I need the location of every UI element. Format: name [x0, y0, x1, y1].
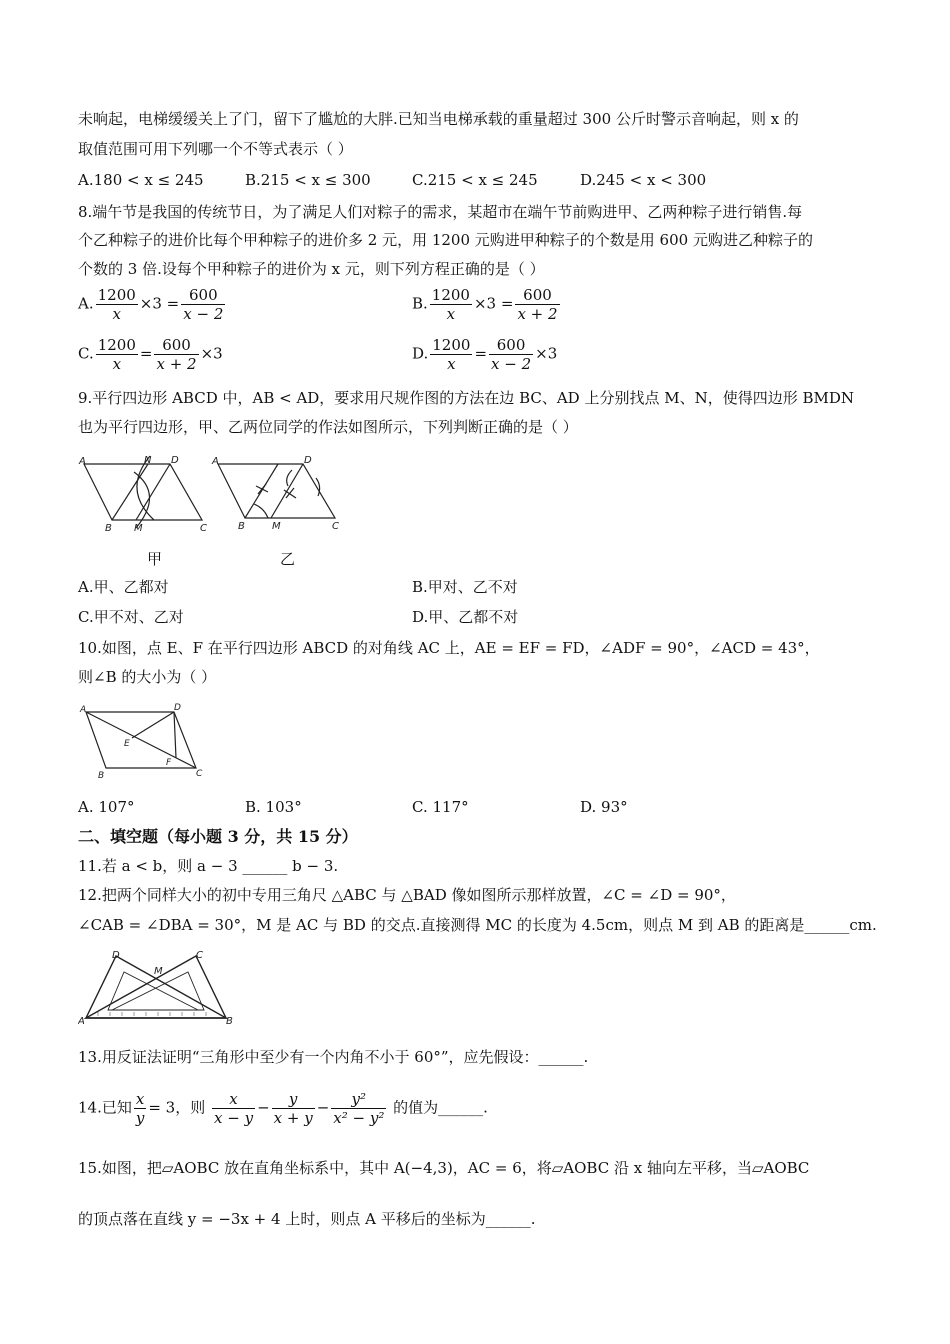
segment-bn-yi — [245, 464, 278, 518]
numerator: 1200 — [432, 336, 471, 354]
segment-dm-yi — [271, 464, 303, 518]
denominator: x + y — [273, 1109, 313, 1127]
q7-option-c: C.215 < x ≤ 245 — [412, 171, 538, 189]
label-m: M — [134, 523, 143, 534]
q9-figures — [78, 452, 348, 537]
section-2-heading: 二、填空题（每小题 3 分，共 15 分） — [78, 827, 358, 846]
q9-option-c: C.甲不对、乙对 — [78, 608, 184, 626]
fraction — [430, 336, 472, 373]
q12-line2: ∠CAB = ∠DBA = 30°，M 是 AC 与 BD 的交点.直接测得 MC 的长度为 4.5cm，则点 M 到 AB 的距离是______cm. — [78, 916, 877, 934]
q7-option-a: A.180 < x ≤ 245 — [78, 171, 204, 189]
q12-line1: 12.把两个同样大小的初中专用三角尺 △ABC 与 △BAD 像如图所示那样放置，∠C = ∠D = 90°， — [78, 886, 736, 904]
q14-mid: = 3，则 — [148, 1098, 206, 1117]
denominator: y — [135, 1109, 145, 1127]
label-b: B — [105, 523, 112, 534]
denominator: x — [112, 305, 121, 323]
label-d: D — [171, 455, 179, 466]
q9-line1: 9.平行四边形 ABCD 中，AB < AD，要求用尺规作图的方法在边 BC、AD 上分别找点 M、N，使得四边形 BMDN — [78, 389, 855, 407]
numerator: 1200 — [97, 286, 136, 304]
arc-yi-1 — [254, 504, 268, 518]
segment-de — [132, 712, 174, 738]
q9-option-a: A.甲、乙都对 — [78, 578, 169, 596]
q9-option-b: B.甲对、乙不对 — [412, 578, 518, 596]
numerator: y — [272, 1090, 315, 1109]
q8-line2: 个乙种粽子的进价比每个甲种粽子的进价多 2 元，用 1200 元购进甲种粽子的个数是用 600 元购进乙种粽子的 — [78, 231, 813, 249]
q9-option-d: D.甲、乙都不对 — [412, 608, 519, 626]
q8-line1: 8.端午节是我国的传统节日，为了满足人们对粽子的需求，某超市在端午节前购进甲、乙两种粽子进行销售.每 — [78, 203, 803, 221]
fraction — [134, 1090, 146, 1127]
q10-figure — [78, 700, 213, 785]
label-b: B — [98, 771, 105, 781]
q8-a-mid: ×3 = — [139, 294, 180, 313]
label-b: B — [226, 1016, 233, 1025]
numerator: x — [212, 1090, 255, 1109]
numerator: 600 — [181, 286, 225, 305]
tick-yi-2 — [258, 484, 266, 494]
q10-option-b: B. 103° — [245, 798, 302, 816]
numerator: x — [134, 1090, 146, 1109]
denominator: x — [447, 355, 456, 373]
label-c: C — [200, 523, 207, 534]
q10-option-d: D. 93° — [580, 798, 628, 816]
numerator: 600 — [489, 336, 533, 355]
q13: 13.用反证法证明“三角形中至少有一个内角不小于 60°”，应先假设：______. — [78, 1048, 589, 1066]
q8-c-mid: = — [139, 344, 153, 363]
label-d: D — [112, 950, 120, 961]
denominator: x — [112, 355, 122, 373]
q8-option-c — [78, 336, 223, 373]
q8-b-mid: ×3 = — [473, 294, 514, 313]
label-f: F — [166, 758, 172, 768]
label-n: N — [144, 455, 152, 466]
q7-line2: 取值范围可用下列哪一个不等式表示（ ） — [78, 140, 353, 158]
label-m-yi: M — [272, 521, 281, 532]
fraction — [331, 1090, 386, 1127]
label-b-yi: B — [238, 521, 245, 532]
q8-c-label: C. — [78, 344, 94, 363]
fraction — [96, 286, 138, 323]
q8-option-b — [412, 286, 562, 323]
segment-df — [174, 712, 176, 758]
q12-figure — [78, 950, 238, 1025]
denominator: x² − y² — [333, 1109, 385, 1127]
q8-line3: 个数的 3 倍.设每个甲种粽子的进价为 x 元，则下列方程正确的是（ ） — [78, 260, 545, 278]
q15-line1: 15.如图，把▱AOBC 放在直角坐标系中，其中 A(−4,3)，AC = 6，将▱AOBC 沿 x 轴向左平移，当▱AOBC — [78, 1159, 810, 1177]
fraction — [154, 336, 198, 373]
q7-option-b: B.215 < x ≤ 300 — [245, 171, 371, 189]
label-a: A — [79, 456, 86, 467]
label-e: E — [124, 739, 130, 749]
fraction — [212, 1090, 255, 1127]
label-c: C — [196, 950, 203, 961]
figure-yi — [218, 464, 335, 518]
denominator: x — [446, 305, 456, 323]
denominator: x − 2 — [183, 305, 224, 323]
denominator: x + 2 — [517, 305, 558, 323]
fraction — [272, 1090, 315, 1127]
label-m: M — [154, 966, 163, 977]
label-c-yi: C — [332, 521, 339, 532]
label-a-yi: A — [212, 456, 219, 467]
denominator: x + 2 — [156, 355, 197, 373]
q9-line2: 也为平行四边形，甲、乙两位同学的作法如图所示，下列判断正确的是（ ） — [78, 418, 578, 436]
denominator: x − 2 — [491, 355, 532, 373]
figure-jia — [84, 456, 202, 528]
parallelogram-yi — [218, 464, 335, 518]
q11: 11.若 a < b，则 a − 3 ______ b − 3. — [78, 857, 339, 875]
denominator: x − y — [214, 1109, 254, 1127]
q8-b-label: B. — [412, 294, 428, 313]
q14: 14.已知 $\frac{x}{y}$ = 3，则 $\frac{x}{x - y}$ − $\frac{y}{x + y}$ − $\frac{\text{y²}}{\text{x² − y²}}$ 的值为______. — [78, 1090, 488, 1127]
q10-option-a: A. 107° — [78, 798, 135, 816]
label-a: A — [80, 705, 87, 715]
q10-line1: 10.如图，点 E、F 在平行四边形 ABCD 的对角线 AC 上，AE = EF = FD，∠ADF = 90°，∠ACD = 43°， — [78, 639, 820, 657]
q8-option-a — [78, 286, 227, 323]
q8-d-label: D. — [412, 344, 429, 363]
numerator: 600 — [515, 286, 559, 305]
q8-c-tail: ×3 — [200, 344, 223, 363]
numerator: 600 — [154, 336, 198, 355]
q8-d-tail: ×3 — [535, 344, 558, 363]
caption-jia: 甲 — [147, 550, 163, 568]
label-c: C — [196, 769, 203, 779]
fraction — [96, 336, 138, 373]
q14-pre: 14.已知 — [78, 1098, 132, 1117]
segment-bn — [112, 464, 148, 520]
q10-line2: 则∠B 的大小为（ ） — [78, 668, 217, 686]
caption-yi: 乙 — [280, 550, 296, 568]
q8-d-mid: = — [474, 344, 488, 363]
numerator: 1200 — [97, 336, 136, 354]
q14-post: 的值为______. — [393, 1098, 488, 1117]
fraction — [515, 286, 559, 323]
q8-a-label: A. — [78, 294, 94, 313]
numerator: y² — [331, 1090, 386, 1109]
label-d: D — [174, 703, 181, 713]
label-a: A — [78, 1016, 85, 1025]
fraction — [489, 336, 533, 373]
q8-option-d — [412, 336, 557, 373]
q15-line2: 的顶点落在直线 y = −3x + 4 上时，则点 A 平移后的坐标为______. — [78, 1210, 536, 1228]
inner-triangle-2 — [108, 972, 198, 1010]
fraction — [181, 286, 225, 323]
numerator: 1200 — [431, 286, 470, 304]
q7-line1: 未响起，电梯缓缓关上了门，留下了尴尬的大胖.已知当电梯承载的重量超过 300 公斤时警示音响起，则 x 的 — [78, 110, 799, 128]
q10-option-c: C. 117° — [412, 798, 469, 816]
segment-dm — [136, 464, 170, 520]
q7-option-d: D.245 < x < 300 — [580, 171, 707, 189]
fraction — [430, 286, 472, 323]
label-d-yi: D — [304, 455, 312, 466]
